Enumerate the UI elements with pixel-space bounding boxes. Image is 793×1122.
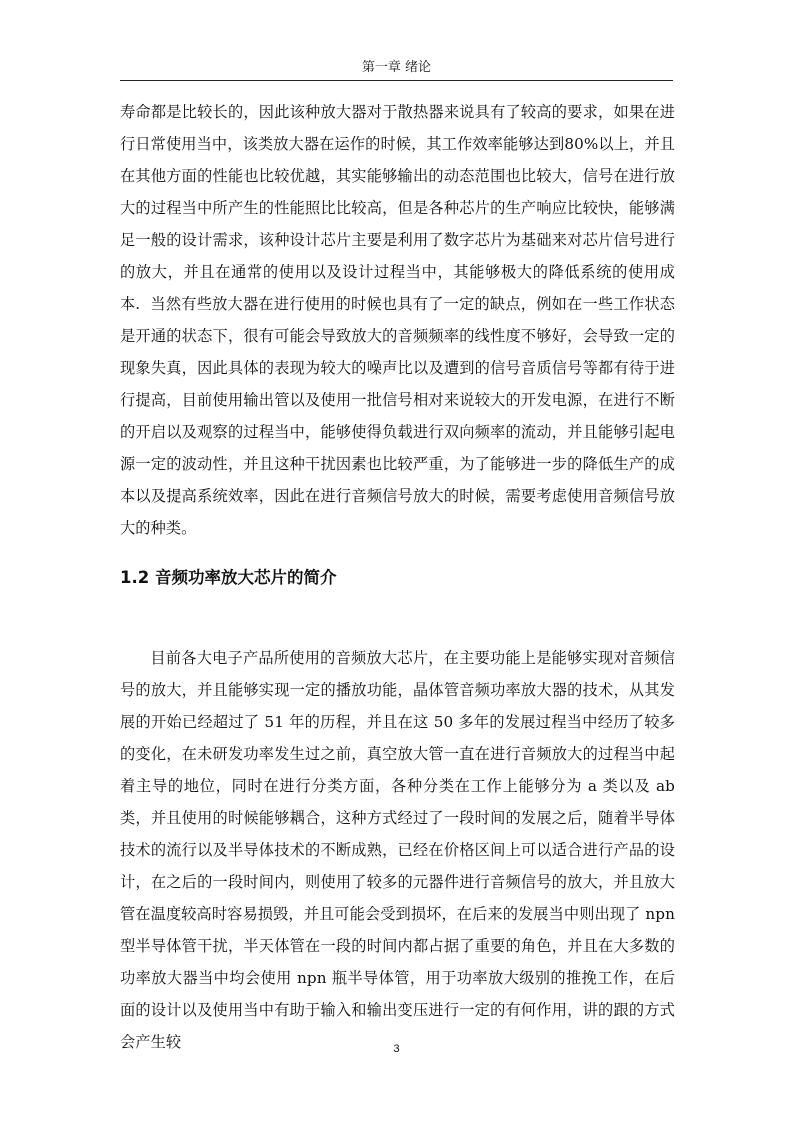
paragraph-drawbacks: 当然有些放大器在进行使用的时候也具有了一定的缺点，例如在一些工作状态是开通的状态下，很有可能会导致放大的音频频率的线性度不够好，会导致一定的现象失真，因此具体的表现为较大的噪声比以及遭到的信号音质信号等都有待于进行提高，目前使用输出管以及使用一批信号相对来说较大的开发电源，在进行不断的开启以及观察的过程当中，能够使得负载进行双向频率的流动，并且能够引起电源一定的波动性，并且这种干扰因素也比较严重，为了能够进一步的降低生产的成本以及提高系统效率，因此在进行音频信号放大的时候，需要考虑使用音频信号放大的种类。	[120, 295, 675, 537]
section-heading: 1.2 音频功率放大芯片的简介	[120, 568, 337, 587]
paragraph-chip-intro: 目前各大电子产品所使用的音频放大芯片，在主要功能上是能够实现对音频信号的放大，并且能够实现一定的播放功能，晶体管音频功率放大器的技术，从其发展的开始已经超过了 51 年的历程，并且在这 50 多年的发展过程当中经历了较多的变化，在未研发功率发生过之前，真空放大管一直在进行音频放大的过程当中起着主导的地位，同时在进行分类方面，各种分类在工作上能够分为 a 类以及 ab 类，并且使用的时候能够耦合，这种方式经过了一段时间的发展之后，随着半导体技术的流行以及半导体技术的不断成熟，已经在价格区间上可以适合进行产品的设计，在之后的一段时间内，则使用了较多的元器件进行音频信号的放大，并且放大管在温度较高时容易损毁，并且可能会受到损坏，在后来的发展当中则出现了 npn 型半导体管干扰，半天体管在一段的时间内都占据了重要的角色，并且在大多数的功率放大器当中均会使用 npn 瓶半导体管，用于功率放大级别的推挽工作，在后面的设计以及使用当中有助于输入和输出变压进行一定的有何作用，讲的跟的方式会产生较	[120, 649, 675, 1051]
running-header-title: 第一章 绪论	[361, 60, 432, 75]
paragraph-continued: 寿命都是比较长的，因此该种放大器对于散热器来说具有了较高的要求，如果在进行日常使用当中，该类放大器在运作的时候，其工作效率能够达到80%以上，并且在其他方面的性能也比较优越，其实能够输出的动态范围也比较大，信号在进行放大的过程当中所产生的性能照比比较高，但是各种芯片的生产响应比较快，能够满足一般的设计需求，该种设计芯片主要是利用了数字芯片为基础来对芯片信号进行的放大，并且在通常的使用以及设计过程当中，其能够极大的降低系统的使用成本.	[120, 103, 675, 313]
header-rule	[120, 80, 673, 81]
page-number: 3	[393, 1043, 400, 1055]
